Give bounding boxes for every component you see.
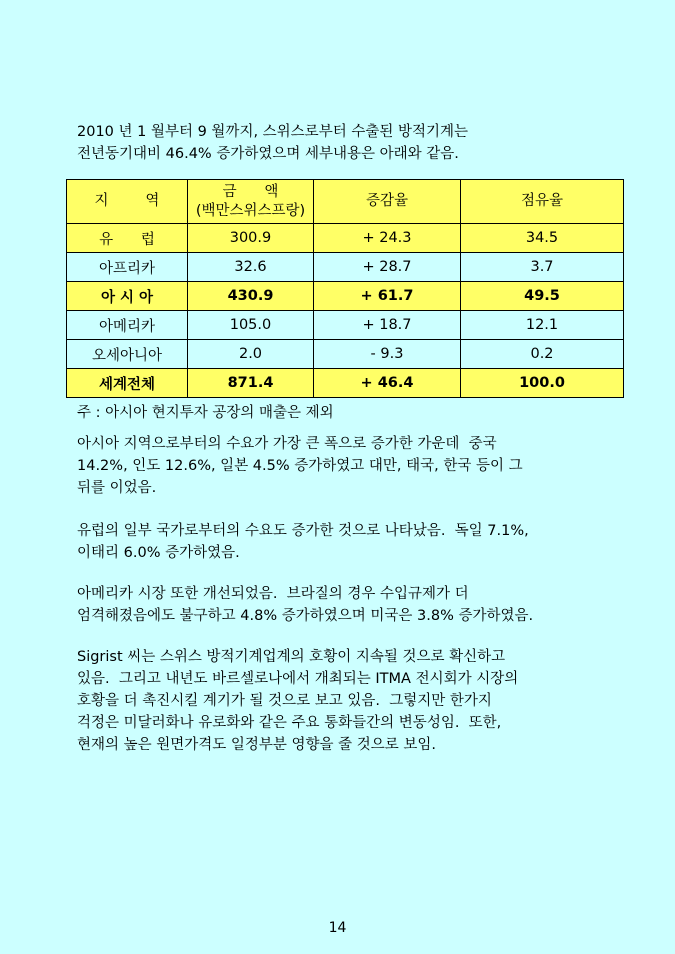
table-row [67, 340, 624, 369]
cell-region: 유 럽 [67, 224, 188, 253]
paragraph-line: 엄격해졌음에도 불구하고 4.8% 증가하였으며 미국은 3.8% 증가하였음. [77, 608, 534, 624]
paragraph-sigrist [77, 646, 518, 756]
cell-region: 오세아니아 [67, 340, 188, 369]
intro-line-1: 2010 년 1 월부터 9 월까지, 스위스로부터 수출된 방적기계는 [77, 124, 468, 140]
cell-share: 12.1 [461, 311, 624, 340]
paragraph-europe [77, 520, 529, 564]
paragraph-line: 14.2%, 인도 12.6%, 일본 4.5% 증가하였고 대만, 태국, 한국 등이 그 [77, 458, 523, 474]
cell-amount: 32.6 [188, 253, 314, 282]
table-row [67, 224, 624, 253]
paragraph-line: 뒤를 이었음. [77, 480, 157, 496]
cell-share: 0.2 [461, 340, 624, 369]
cell-amount: 105.0 [188, 311, 314, 340]
cell-change: + 24.3 [314, 224, 461, 253]
cell-region: 세계전체 [67, 369, 188, 398]
intro-line-2: 전년동기대비 46.4% 증가하였으며 세부내용은 아래와 같음. [77, 146, 459, 162]
paragraph-line: 현재의 높은 원면가격도 일정부분 영향을 줄 것으로 보임. [77, 737, 437, 753]
cell-change: + 61.7 [314, 282, 461, 311]
paragraph-line: 유럽의 일부 국가로부터의 수요도 증가한 것으로 나타났음. 독일 7.1%, [77, 523, 529, 539]
header-amount-line1: 금 액 [222, 183, 279, 200]
cell-share: 3.7 [461, 253, 624, 282]
cell-region: 아메리카 [67, 311, 188, 340]
cell-change: + 46.4 [314, 369, 461, 398]
header-change: 증감율 [314, 180, 461, 224]
paragraph-line: 아시아 지역으로부터의 수요가 가장 큰 폭으로 증가한 가운데 중국 [77, 436, 497, 452]
table-row [67, 282, 624, 311]
header-share: 점유율 [461, 180, 624, 224]
paragraph-line: 있음. 그리고 내년도 바르셀로나에서 개최되는 ITMA 전시회가 시장의 [77, 671, 519, 687]
table-header-row [67, 180, 624, 224]
table-note: 주 : 아시아 현지투자 공장의 매출은 제외 [77, 405, 334, 421]
paragraph-line: Sigrist 씨는 스위스 방적기계업계의 호황이 지속될 것으로 확신하고 [77, 649, 506, 665]
cell-change: - 9.3 [314, 340, 461, 369]
table-row [67, 311, 624, 340]
paragraph-line: 이태리 6.0% 증가하였음. [77, 545, 240, 561]
cell-amount: 430.9 [188, 282, 314, 311]
cell-change: + 28.7 [314, 253, 461, 282]
paragraph-line: 아메리카 시장 또한 개선되었음. 브라질의 경우 수입규제가 더 [77, 586, 469, 602]
header-region: 지 역 [67, 180, 188, 224]
table-row-total [67, 369, 624, 398]
page-number: 14 [328, 920, 347, 936]
intro-paragraph [77, 121, 468, 165]
header-amount-line2: (백만스위스프랑) [195, 202, 306, 219]
paragraph-line: 걱정은 미달러화나 유로화와 같은 주요 통화들간의 변동성임. 또한, [77, 715, 502, 731]
cell-amount: 2.0 [188, 340, 314, 369]
paragraph-line: 호황을 더 촉진시킬 계기가 될 것으로 보고 있음. 그렇지만 한가지 [77, 693, 492, 709]
cell-amount: 300.9 [188, 224, 314, 253]
cell-share: 100.0 [461, 369, 624, 398]
table-row [67, 253, 624, 282]
cell-amount: 871.4 [188, 369, 314, 398]
cell-share: 34.5 [461, 224, 624, 253]
paragraph-asia [77, 433, 523, 499]
cell-region: 아프리카 [67, 253, 188, 282]
cell-change: + 18.7 [314, 311, 461, 340]
header-amount [188, 180, 314, 224]
cell-region: 아 시 아 [67, 282, 188, 311]
export-table [66, 179, 624, 398]
paragraph-america [77, 583, 533, 627]
cell-share: 49.5 [461, 282, 624, 311]
